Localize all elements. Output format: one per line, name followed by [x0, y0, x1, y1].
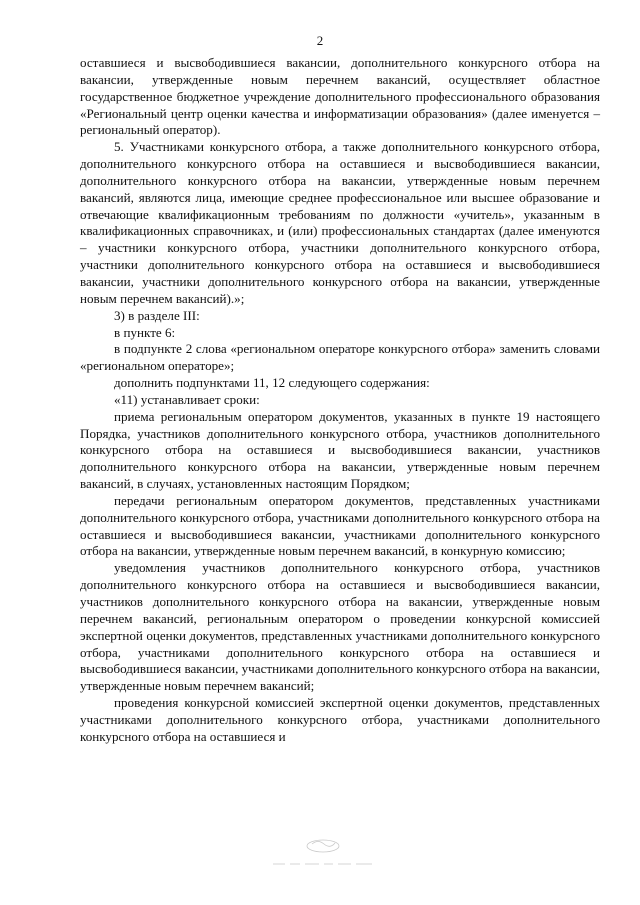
paragraph-section-iii: 3) в разделе III:: [114, 307, 200, 323]
paragraph-subpoint-2-replace: в подпункте 2 слова «региональном операторе конкурсного отбора» заменить словами «региональном операторе»;: [80, 341, 600, 374]
paragraph-add-subpoints: дополнить подпунктами 11, 12 следующего содержания:: [114, 375, 430, 391]
document-body: [80, 55, 600, 746]
paragraph-point-6: в пункте 6:: [114, 324, 176, 340]
faint-stamp-mark: [268, 838, 378, 872]
paragraph-term-reception: приема региональным оператором документов, указанных в пункте 19 настоящего Порядка, участников дополнительного конкурсного отбора, участников дополнительного конкурсного отбора на оставшиеся и высвободившиеся вакансии, участников дополнительного конкурсного отбора на вакансии, утвержденные новым перечнем вакансий, в случаях, установленных настоящим Порядком;: [80, 408, 600, 492]
paragraph-term-transfer: передачи региональным оператором документов, представленных участниками дополнительного конкурсного отбора, участниками дополнительного конкурсного отбора на оставшиеся и высвободившиеся вакансии, участниками дополнительного конкурсного отбора на вакансии, утвержденные новым перечнем вакансий, в конкурную комиссию;: [80, 492, 600, 559]
paragraph-term-notification: уведомления участников дополнительного конкурсного отбора, участников дополнительного конкурсного отбора на оставшиеся и высвободившиеся вакансии, участников дополнительного конкурсного отбора на вакансии, утвержденные новым перечнем вакансий, региональным оператором о проведении конкурсной комиссией экспертной оценки документов, представленных участниками дополнительного конкурсного отбора, участниками дополнительного конкурсного отбора на оставшиеся и высвободившиеся вакансии, участниками дополнительного конкурсного отбора на вакансии, утвержденные новым перечнем вакансий;: [80, 560, 600, 694]
page-number: 2: [316, 33, 324, 48]
paragraph-operator-continuation: оставшиеся и высвободившиеся вакансии, дополнительного конкурсного отбора на вакансии, утвержденные новым перечнем вакансий, осуществляет областное государственное бюджетное учреждение дополнительного профессионального образования «Региональный центр оценки качества и информатизации образования» (далее именуется – региональный оператор).: [80, 55, 600, 138]
paragraph-subpoint-11: «11) устанавливает сроки:: [114, 391, 260, 407]
paragraph-term-assessment: проведения конкурсной комиссией экспертной оценки документов, представленных участниками дополнительного конкурсного отбора, участниками дополнительного конкурсного отбора на оставшиеся и: [80, 695, 600, 744]
paragraph-item-5-participants: 5. Участниками конкурсного отбора, а также дополнительного конкурсного отбора, дополнительного конкурсного отбора на оставшиеся и высвободившиеся вакансии, дополнительного конкурсного отбора на вакансии, утвержденные новым перечнем вакансий, являются лица, имеющие среднее профессиональное или высшее образование и отвечающие квалификационным требованиям по должности «учитель», указанным в квалификационных справочниках, и (или) профессиональных стандартах (далее именуются – участники конкурсного отбора, участники дополнительного конкурсного отбора, участники дополнительного конкурсного отбора на оставшиеся и высвободившиеся вакансии, участники дополнительного конкурсного отбора на вакансии, утвержденные новым перечнем вакансий).»;: [80, 139, 600, 306]
